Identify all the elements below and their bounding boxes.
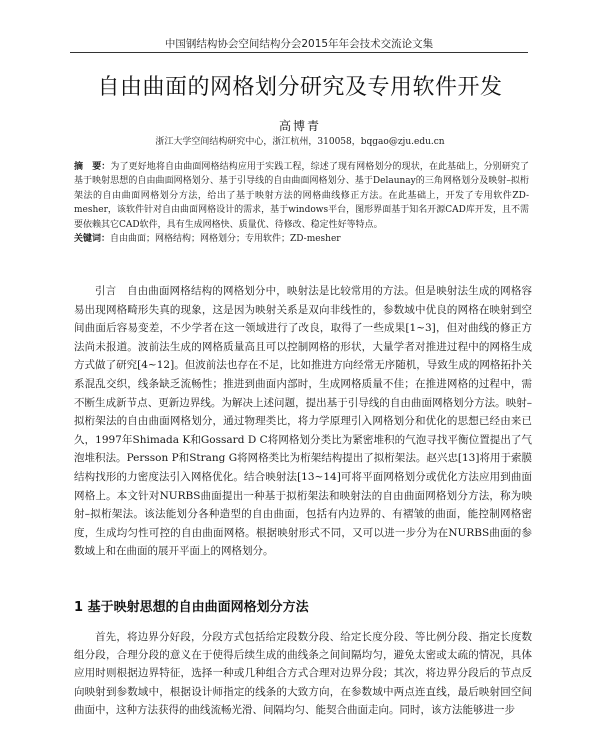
- introduction-paragraph: 引言 自由曲面网格结构的网格划分中，映射法是比较常用的方法。但是映射法生成的网格容易出现网格畸形失真的现象，这是因为映射关系是双向非线性的，参数域中优良的网格在映射到空间曲面后容易变差，不少学者在这一领域进行了改良，取得了一些成果[1~3]，但对曲线的修正方法尚未报道。波前法生成的网格质量高且可以控制网格的形状，大量学者对推进过程中的网格生成方式做了研究[4~12]。但波前法也存在不足，比如推进方向经常无序随机，导致生成的网格拓扑关系混乱交织，线条缺乏流畅性；推进到曲面内部时，生成网格质量不佳；在推进网格的过程中，需不断生成新节点、更新边界线。为解决上述问题，提出基于引导线的自由曲面网格划分方法。映射–拟桁架法的自由曲面网格划分，通过物理类比，将力学原理引入网格划分和优化的思想已经由来已久，1997年Shimada K和Gossard D C将网格划分类比为紧密堆积的气泡寻找平衡位置提出了气泡堆积法。Persson P和Strang G将网格类比为桁架结构提出了拟桁架法。赵兴忠[13]将用于索膜结构找形的力密度法引入网格优化。结合映射法[13~14]可将平面网格划分或优化方法应用到曲面网格上。本文针对NURBS曲面提出一种基于拟桁架法和映射法的自由曲面网格划分方法，称为映射–拟桁架法。该法能划分各种造型的自由曲面，包括有内边界的、有褶皱的曲面，能控制网格密度，生成均匀性可控的自由曲面网格。根据映射形式不同，又可以进一步分为在NURBS曲面的参数域上和在曲面的展开平面上的网格划分。: [74, 285, 532, 558]
- abstract-label: 摘 要：: [74, 162, 111, 172]
- abstract: [74, 160, 529, 232]
- paper-title: 自由曲面的网格划分研究及专用软件开发: [97, 75, 503, 100]
- author-name: 高博青: [278, 119, 321, 133]
- keywords: [74, 232, 529, 246]
- keywords-label: 关键词：: [74, 234, 111, 244]
- keywords-text: 自由曲面；网格结构；网格划分；专用软件；ZD-mesher: [110, 234, 341, 244]
- section-heading: 1 基于映射思想的自由曲面网格划分方法: [74, 600, 309, 615]
- abstract-text: 为了更好地将自由曲面网格结构应用于实践工程，综述了现有网格划分的现状，在此基础上，分别研究了基于映射思想的自由曲面网格划分、基于引导线的自由曲面网格划分、基于Delaunay的三角网格划分及映射–拟桁架法的自由曲面网格划分方法，给出了基于映射方法的网格曲线修正方法。在此基础上，开发了专用软件ZD-mesher，该软件针对自由曲面网格设计的需求，基于windows平台，图形界面基于知名开源CAD库开发，且不需要依赖其它CAD软件，具有生成网格快、质量优、待修改、稳定性好等特点。: [74, 162, 529, 230]
- author-affiliation: 浙江大学空间结构研究中心，浙江杭州，310058，bqgao@zju.edu.cn: [155, 137, 445, 147]
- running-header: 中国钢结构协会空间结构分会2015年年会技术交流论文集: [164, 38, 434, 50]
- header-divider: [70, 52, 528, 53]
- section-paragraph: 首先，将边界分好段，分段方式包括给定段数分段、给定长度分段、等比例分段、指定长度数组分段，合理分段的意义在于使得后续生成的曲线条之间间隔均匀，避免太密或太疏的情况，具体应用时则根据边界特征，选择一种或几种组合方式合理对边界分段；其次，将边界分段后的节点反向映射到参数域中，根据设计师指定的线条的大致方向，在参数域中两点连直线，最后映射回空间曲面中，这种方法获得的曲线流畅光滑、间隔均匀、能契合曲面走向。同时，该方法能够进一步: [74, 631, 532, 716]
